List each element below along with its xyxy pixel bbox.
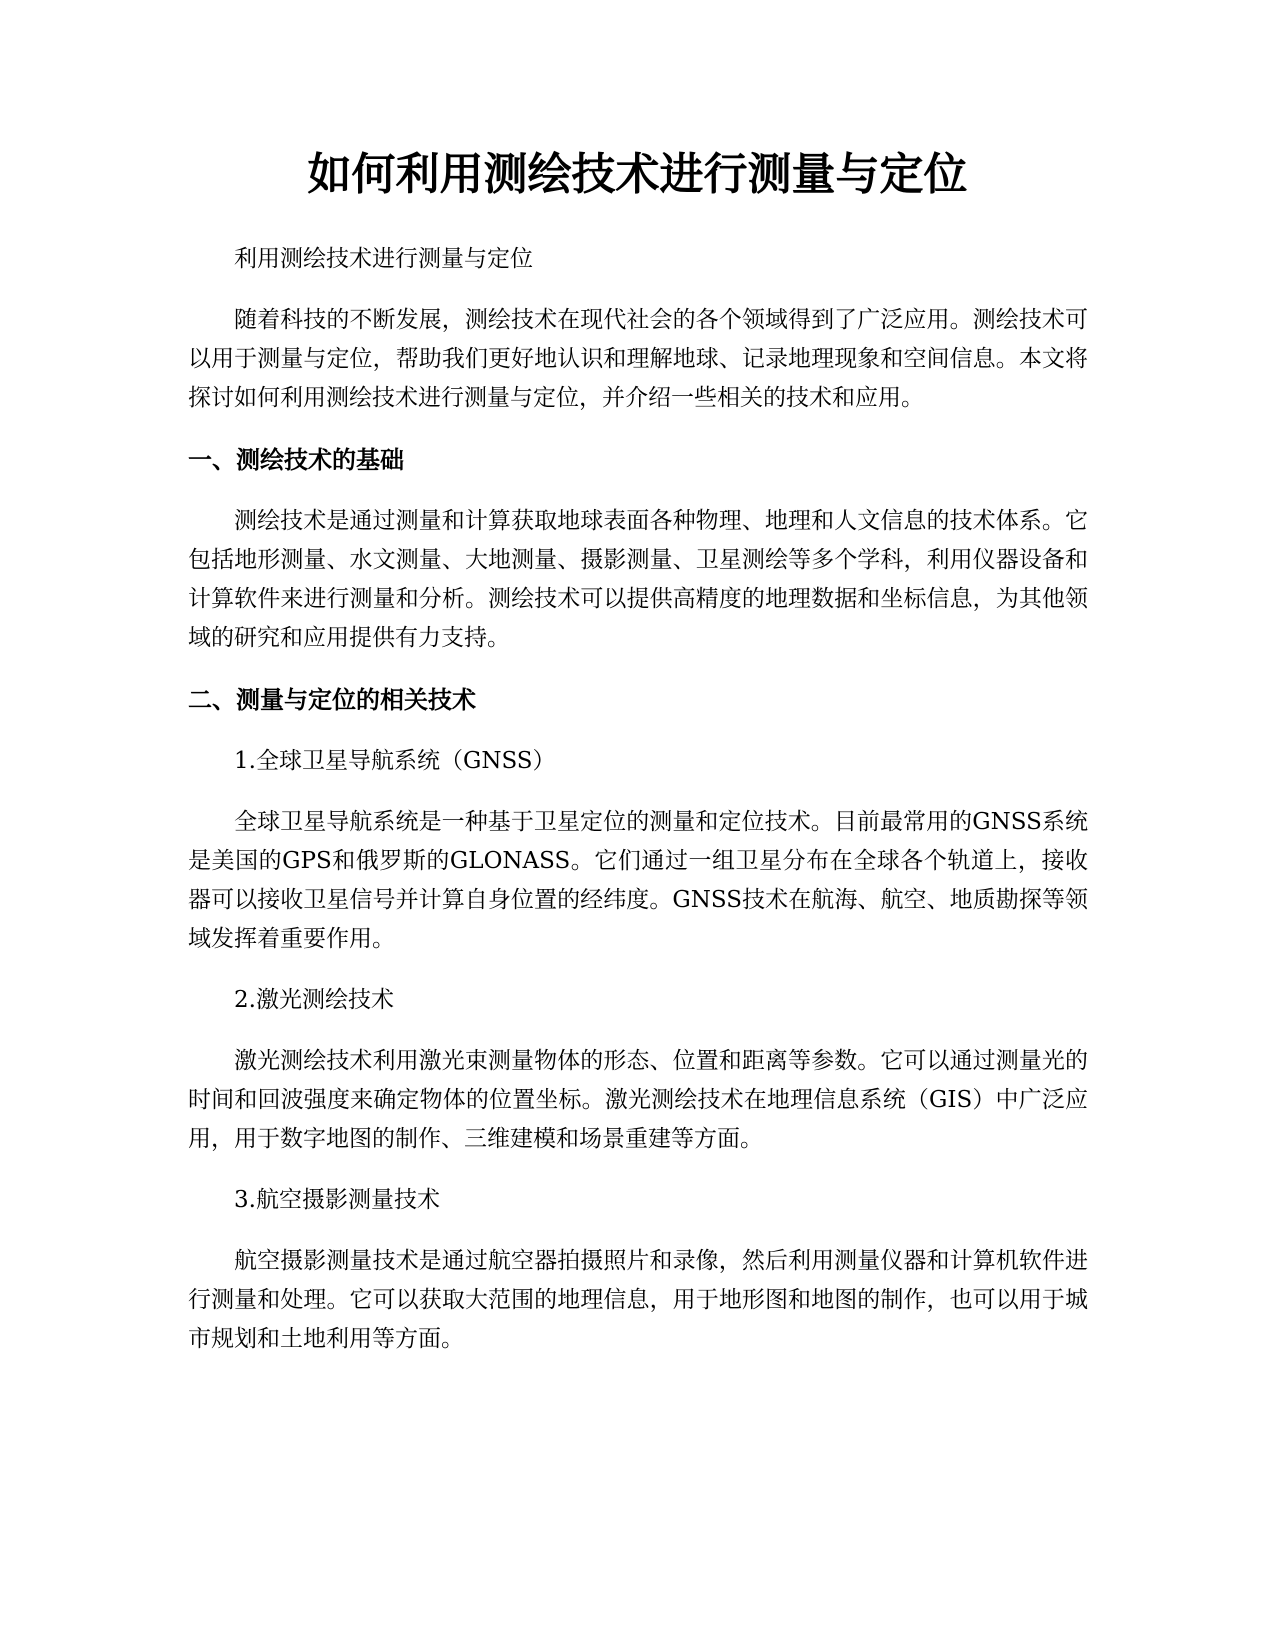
- document-title: 如何利用测绘技术进行测量与定位: [307, 149, 968, 200]
- section-2-heading: 二、测量与定位的相关技术: [188, 686, 476, 714]
- document-body: [188, 240, 1088, 1381]
- item-1-paragraph: 全球卫星导航系统是一种基于卫星定位的测量和定位技术。目前最常用的GNSS系统是美国的GPS和俄罗斯的GLONASS。它们通过一组卫星分布在全球各个轨道上，接收器可以接收卫星信号并计算自身位置的经纬度。GNSS技术在航海、航空、地质勘探等领域发挥着重要作用。: [188, 809, 1088, 952]
- item-3-title: 3.航空摄影测量技术: [234, 1187, 440, 1213]
- section-1-heading: 一、测绘技术的基础: [188, 446, 404, 474]
- subtitle-paragraph: 利用测绘技术进行测量与定位: [234, 246, 533, 272]
- item-3-paragraph: 航空摄影测量技术是通过航空器拍摄照片和录像，然后利用测量仪器和计算机软件进行测量和处理。它可以获取大范围的地理信息，用于地形图和地图的制作，也可以用于城市规划和土地利用等方面。: [188, 1248, 1088, 1352]
- intro-paragraph: 随着科技的不断发展，测绘技术在现代社会的各个领域得到了广泛应用。测绘技术可以用于测量与定位，帮助我们更好地认识和理解地球、记录地理现象和空间信息。本文将探讨如何利用测绘技术进行测量与定位，并介绍一些相关的技术和应用。: [188, 307, 1088, 411]
- item-1-title: 1.全球卫星导航系统（GNSS）: [234, 748, 556, 774]
- item-2-title: 2.激光测绘技术: [234, 987, 394, 1013]
- item-2-paragraph: 激光测绘技术利用激光束测量物体的形态、位置和距离等参数。它可以通过测量光的时间和回波强度来确定物体的位置坐标。激光测绘技术在地理信息系统（GIS）中广泛应用，用于数字地图的制作、三维建模和场景重建等方面。: [188, 1048, 1088, 1152]
- section-1-paragraph: 测绘技术是通过测量和计算获取地球表面各种物理、地理和人文信息的技术体系。它包括地形测量、水文测量、大地测量、摄影测量、卫星测绘等多个学科，利用仪器设备和计算软件来进行测量和分析。测绘技术可以提供高精度的地理数据和坐标信息，为其他领域的研究和应用提供有力支持。: [188, 508, 1088, 651]
